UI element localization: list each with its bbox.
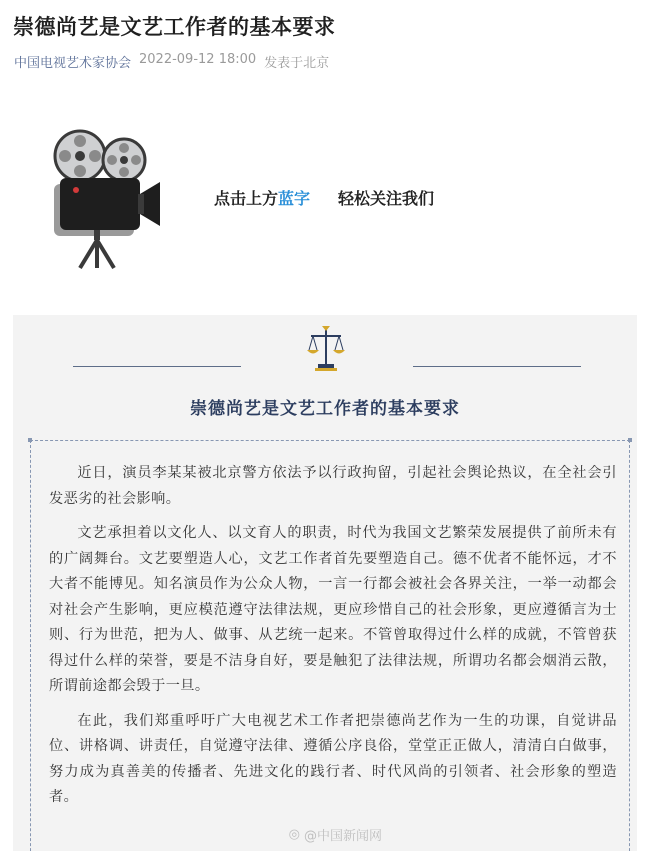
follow-prompt-left: 点击上方蓝字: [214, 189, 311, 208]
publish-location: 发表于北京: [264, 56, 330, 71]
divider-left: [73, 366, 241, 367]
watermark: [289, 825, 382, 844]
blue-text-highlight: 蓝字: [278, 189, 311, 208]
divider-right: [413, 366, 581, 367]
statement-text-box: [30, 440, 630, 851]
publish-datetime: 2022-09-12 18:00: [139, 52, 257, 67]
paragraph-1: 近日，演员李某某被北京警方依法予以行政拘留，引起社会舆论热议，在全社会引发恶劣的社会影响。: [49, 465, 617, 507]
follow-prompt: [214, 186, 434, 209]
follow-prompt-right: 轻松关注我们: [338, 189, 435, 208]
paragraph-3: 在此，我们郑重呼吁广大电视艺术工作者把崇德尚艺作为一生的功课，自觉讲品位、讲格调、讲责任，自觉遵守法律、遵循公序良俗，堂堂正正做人，清清白白做事，努力成为真善美的传播者、先进文化的践行者、时代风尚的引领者、社会形象的塑造者。: [49, 712, 617, 805]
article-title: 崇德尚艺是文艺工作者的基本要求: [13, 15, 336, 39]
follow-banner[interactable]: [44, 122, 604, 272]
watermark-text: @中国新闻网: [303, 829, 382, 844]
weibo-icon: ◎: [288, 827, 300, 842]
article-meta: [14, 52, 329, 71]
scales-of-justice-icon: [306, 324, 346, 372]
paragraph-2: 文艺承担着以文化人、以文育人的职责，时代为我国文艺繁荣发展提供了前所未有的广阔舞台。文艺要塑造人心，文艺工作者首先要塑造自己。德不优者不能怀远，才不大者不能博见。知名演员作为公众人物，一言一行都会被社会各界关注，一举一动都会对社会产生影响，更应模范遵守法律法规，更应珍惜自己的社会形象，更应遵循言为士则、行为世范，把为人、做事、从艺统一起来。不管曾取得过什么样的成就，不管曾获得过什么样的荣誉，要是不洁身自好，要是触犯了法律法规，所谓功名都会烟消云散，所谓前途都会毁于一旦。: [49, 525, 617, 694]
statement-body: [49, 461, 617, 820]
card-heading: 崇德尚艺是文艺工作者的基本要求: [190, 399, 460, 419]
statement-card: [13, 315, 637, 851]
account-name-link[interactable]: 中国电视艺术家协会: [14, 56, 132, 71]
frame-corner: [628, 438, 632, 442]
film-camera-icon: [44, 122, 164, 272]
frame-corner: [28, 438, 32, 442]
